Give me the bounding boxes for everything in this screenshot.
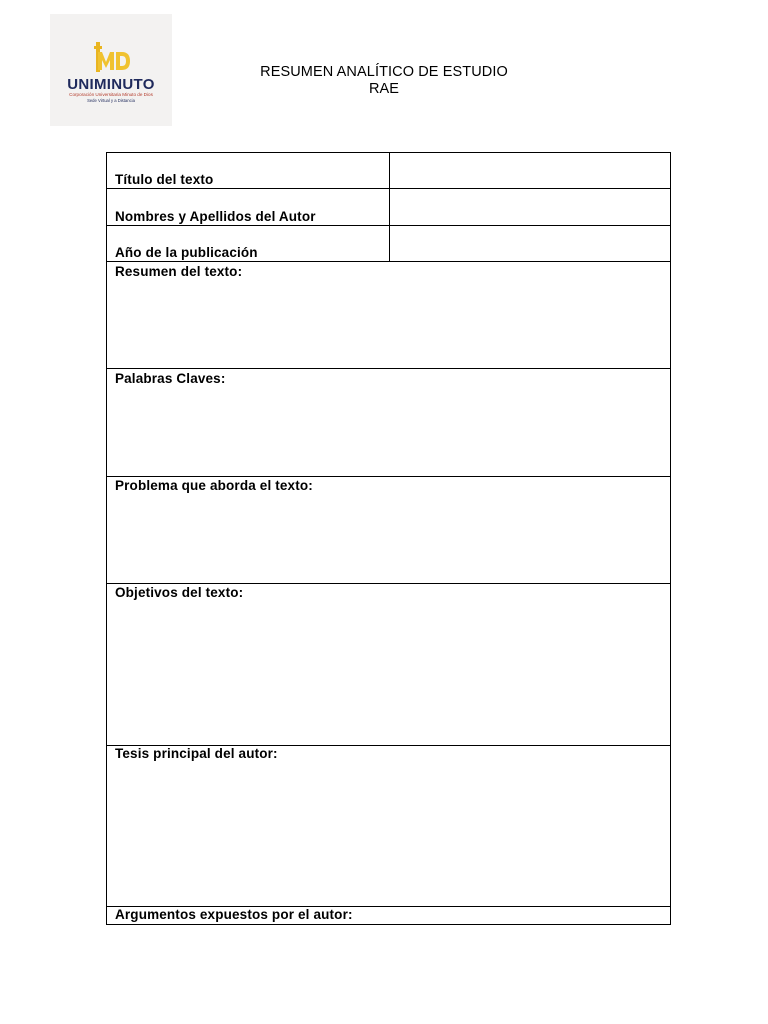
title-line1: RESUMEN ANALÍTICO DE ESTUDIO	[260, 64, 508, 80]
rae-form-table	[106, 152, 671, 925]
palabras-label: Palabras Claves:	[115, 371, 226, 386]
row-divider	[107, 261, 670, 262]
titulo-field[interactable]	[390, 154, 670, 189]
md-monogram-icon	[94, 42, 130, 72]
resumen-field[interactable]	[108, 281, 669, 367]
title-line2: RAE	[368, 81, 400, 97]
problema-field[interactable]	[108, 495, 669, 582]
argumentos-label: Argumentos expuestos por el autor:	[115, 907, 353, 922]
document-title	[200, 64, 568, 98]
problema-label: Problema que aborda el texto:	[115, 478, 313, 493]
row-divider	[107, 476, 670, 477]
objetivos-field[interactable]	[108, 602, 669, 744]
titulo-label: Título del texto	[115, 172, 214, 187]
tesis-field[interactable]	[108, 763, 669, 906]
row-divider	[107, 188, 670, 189]
row-divider	[107, 368, 670, 369]
resumen-label: Resumen del texto:	[115, 264, 243, 279]
anio-label: Año de la publicación	[115, 245, 258, 260]
tesis-label: Tesis principal del autor:	[115, 746, 278, 761]
autor-label: Nombres y Apellidos del Autor	[115, 209, 316, 224]
logo-brand: UNIMINUTO	[67, 76, 155, 93]
logo-line2: Sede Virtual y a Distancia	[87, 98, 135, 103]
anio-field[interactable]	[390, 226, 670, 261]
uniminuto-logo	[50, 14, 172, 126]
row-divider	[107, 583, 670, 584]
logo-emblem	[50, 14, 172, 126]
autor-field[interactable]	[390, 190, 670, 225]
objetivos-label: Objetivos del texto:	[115, 585, 244, 600]
palabras-field[interactable]	[108, 388, 669, 475]
logo-line1: Corporación Universitaria Minuto de Dios	[69, 92, 153, 97]
